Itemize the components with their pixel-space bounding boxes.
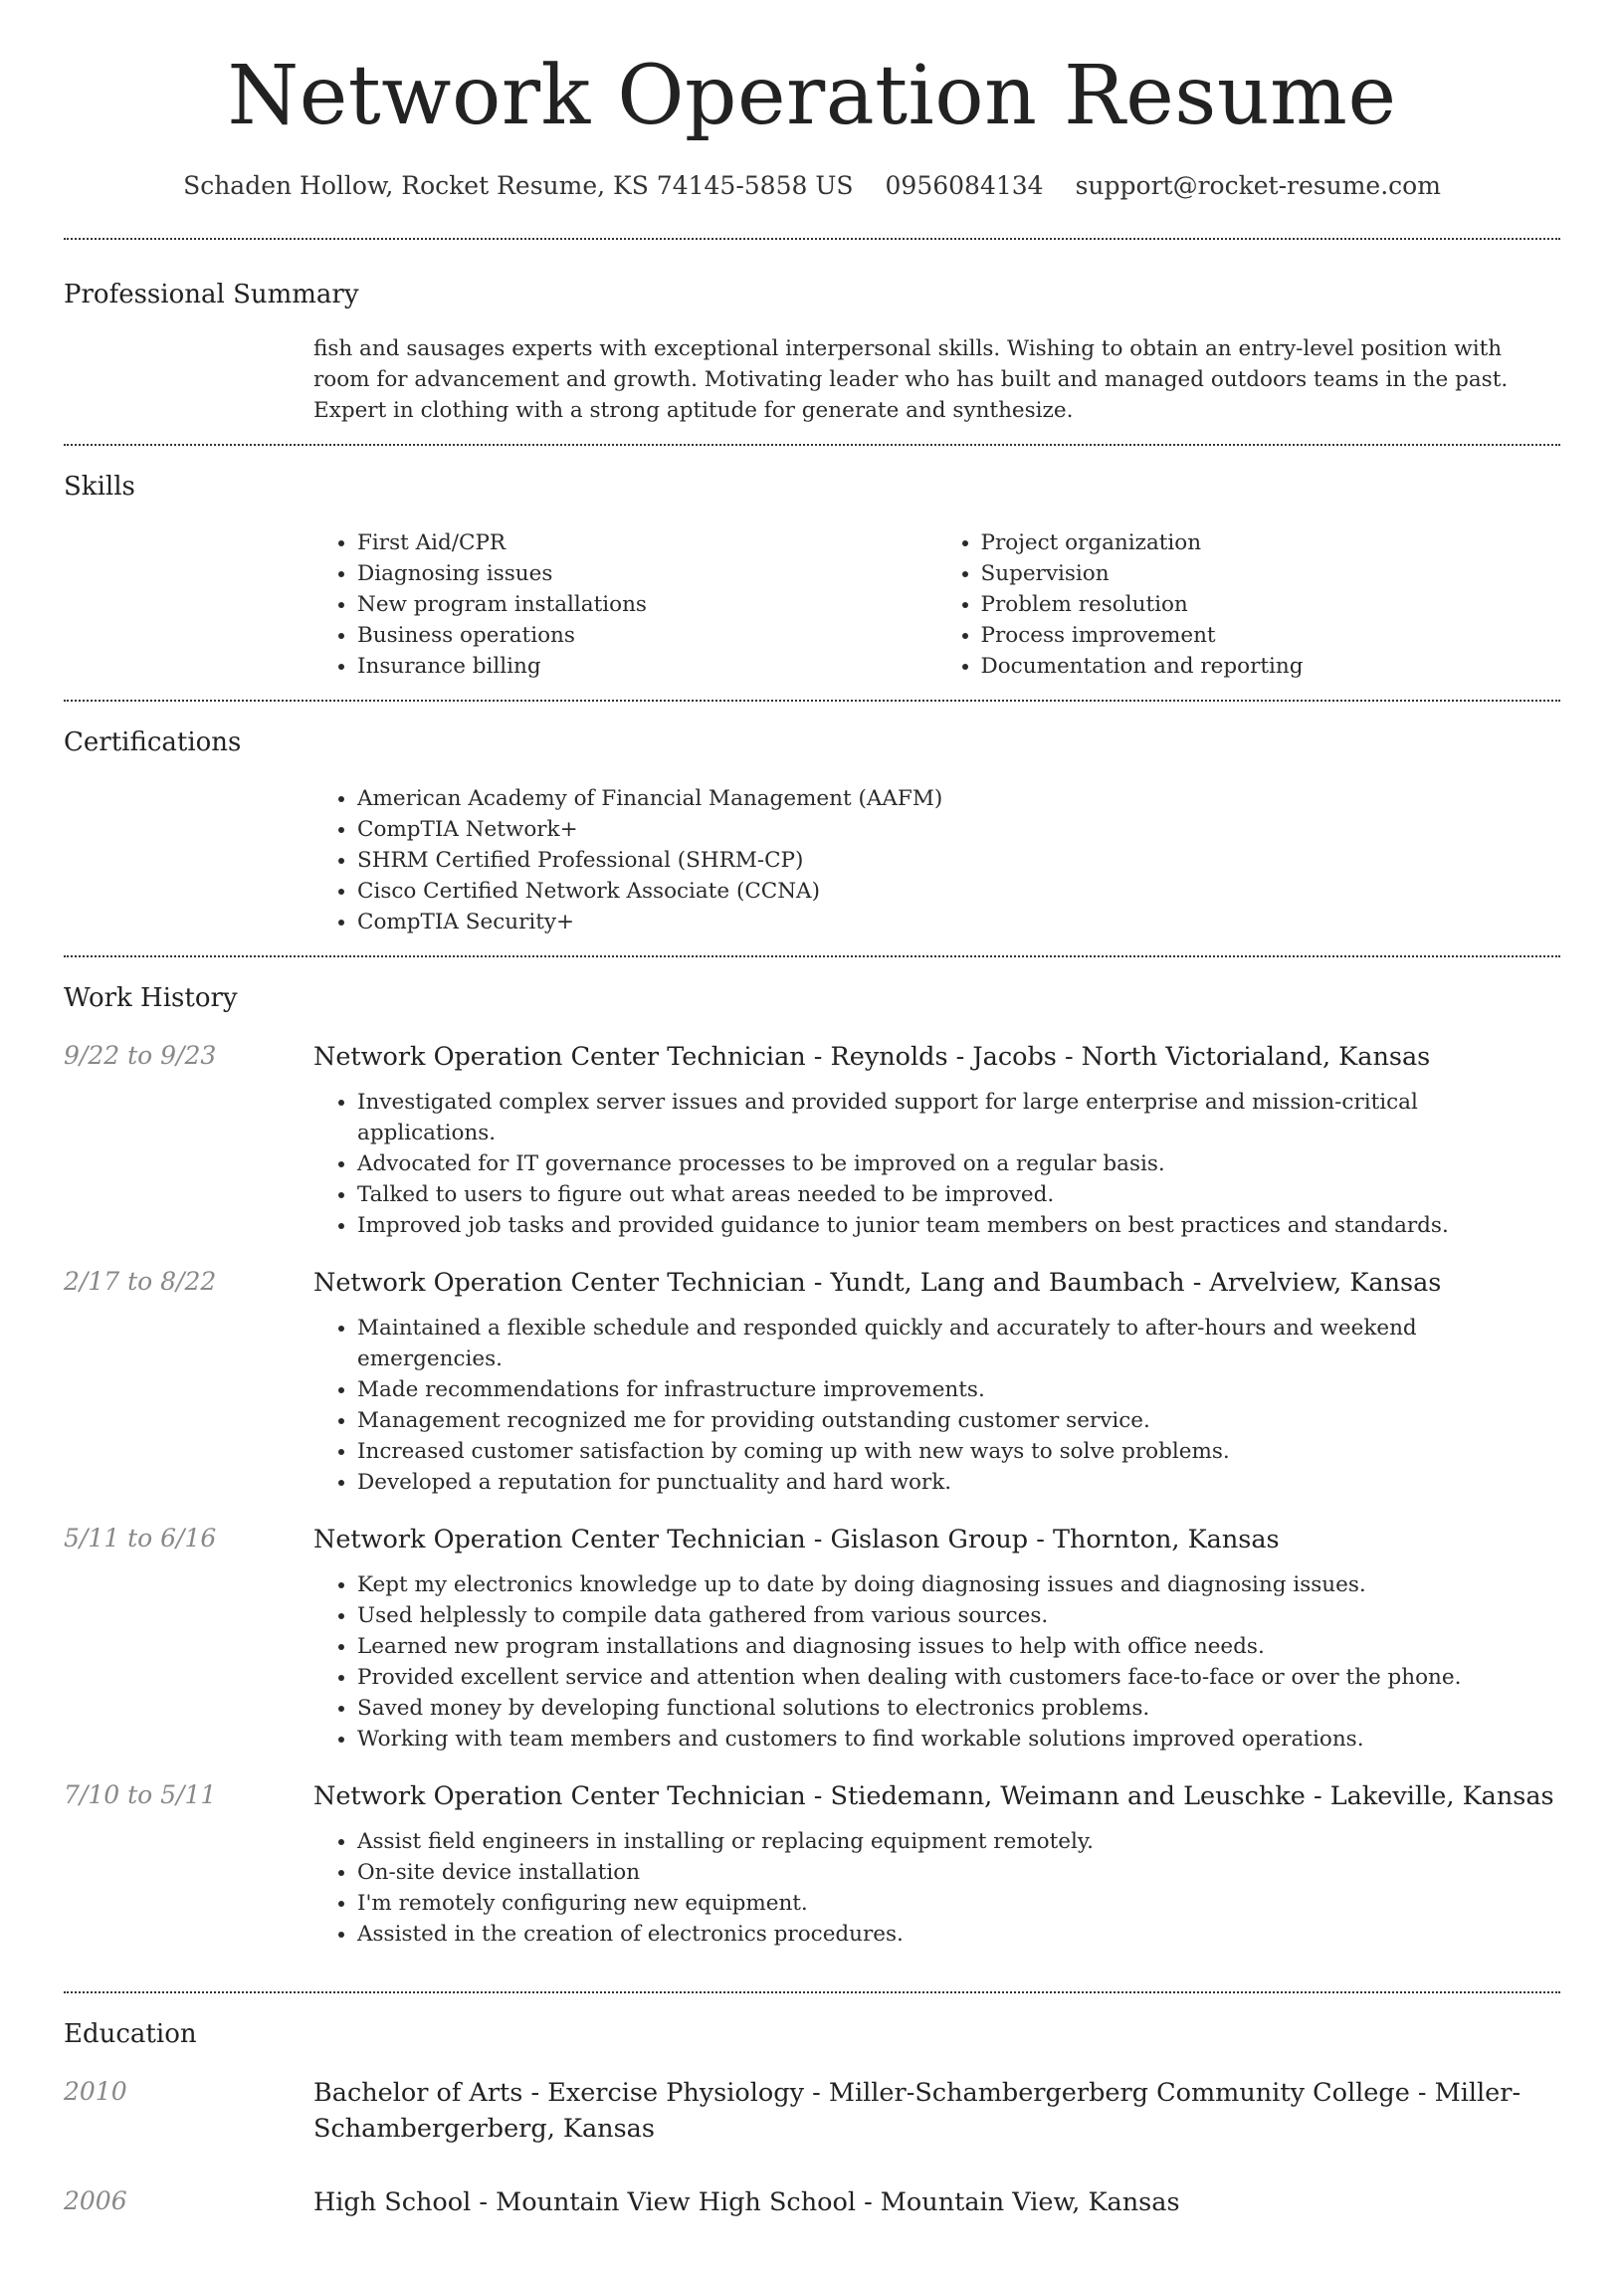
job-bullet: • Investigated complex server issues and provided support for large enterprise and mission-critical applications. bbox=[357, 1087, 1560, 1148]
job-bullets bbox=[313, 1569, 1560, 1755]
certification-item: • Cisco Certified Network Associate (CCNA) bbox=[357, 876, 1560, 907]
job-entry bbox=[64, 1039, 1560, 1241]
contact-address: Schaden Hollow, Rocket Resume, KS 74145-5858 US bbox=[183, 171, 854, 201]
skill-item: • Project organization bbox=[981, 527, 1561, 558]
job-heading: Network Operation Center Technician - Yundt, Lang and Baumbach - Arvelview, Kansas bbox=[313, 1268, 1442, 1299]
job-bullet: • Management recognized me for providing outstanding customer service. bbox=[357, 1405, 1560, 1436]
section-title: Skills bbox=[64, 472, 135, 503]
education-body bbox=[313, 2075, 1560, 2161]
education-heading: Bachelor of Arts - Exercise Physiology - Miller-Schambergerberg Community College - Miller-Schambergerberg, Kansas bbox=[313, 2078, 1522, 2145]
job-bullet: • Learned new program installations and diagnosing issues to help with office needs. bbox=[357, 1631, 1560, 1662]
education-date: 2010 bbox=[64, 2077, 127, 2107]
job-bullet: • Assist field engineers in installing or replacing equipment remotely. bbox=[357, 1826, 1560, 1857]
job-bullet: • Advocated for IT governance processes to be improved on a regular basis. bbox=[357, 1148, 1560, 1179]
job-entry bbox=[64, 1778, 1560, 1950]
job-bullet: • Provided excellent service and attention when dealing with customers face-to-face or over the phone. bbox=[357, 1662, 1560, 1693]
section-title: Education bbox=[64, 2019, 197, 2050]
job-date: 5/11 to 6/16 bbox=[64, 1524, 217, 1553]
education-entry bbox=[64, 2075, 1560, 2161]
contact-email: support@rocket-resume.com bbox=[1075, 171, 1441, 201]
job-date: 7/10 to 5/11 bbox=[64, 1780, 217, 1810]
resume-title: Network Operation Resume bbox=[227, 49, 1397, 143]
job-heading: Network Operation Center Technician - Stiedemann, Weimann and Leuschke - Lakeville, Kansas bbox=[313, 1781, 1554, 1812]
resume-header bbox=[0, 0, 1624, 200]
job-bullet: • Improved job tasks and provided guidance to junior team members on best practices and standards. bbox=[357, 1210, 1560, 1241]
skills-section bbox=[64, 444, 1560, 700]
summary-text: fish and sausages experts with exceptional interpersonal skills. Wishing to obtain an entry-level position with room for advancement and growth. Motivating leader who has built and managed outdoors teams in the past. Expert in clothing with a strong aptitude for generate and synthesize. bbox=[313, 336, 1509, 424]
certification-item: • CompTIA Security+ bbox=[357, 907, 1560, 937]
education-heading: High School - Mountain View High School - Mountain View, Kansas bbox=[313, 2187, 1180, 2218]
job-body bbox=[313, 1522, 1560, 1755]
certifications-section bbox=[64, 700, 1560, 955]
job-bullet: • Used helplessly to compile data gathered from various sources. bbox=[357, 1600, 1560, 1631]
job-bullet: • Increased customer satisfaction by coming up with new ways to solve problems. bbox=[357, 1436, 1560, 1467]
job-bullet: • Kept my electronics knowledge up to date by doing diagnosing issues and diagnosing issues. bbox=[357, 1569, 1560, 1600]
skill-item: • Documentation and reporting bbox=[981, 651, 1561, 682]
job-heading: Network Operation Center Technician - Gislason Group - Thornton, Kansas bbox=[313, 1525, 1280, 1555]
skills-columns bbox=[313, 527, 1560, 682]
job-entry bbox=[64, 1522, 1560, 1755]
job-date: 9/22 to 9/23 bbox=[64, 1041, 217, 1071]
skills-list-left bbox=[313, 527, 937, 682]
job-bullet: • Developed a reputation for punctuality and hard work. bbox=[357, 1467, 1560, 1498]
skill-item: • Insurance billing bbox=[357, 651, 937, 682]
certification-item: • CompTIA Network+ bbox=[357, 814, 1560, 845]
certification-item: • SHRM Certified Professional (SHRM-CP) bbox=[357, 845, 1560, 876]
job-bullets bbox=[313, 1826, 1560, 1950]
certifications-list bbox=[313, 783, 1560, 937]
job-heading: Network Operation Center Technician - Reynolds - Jacobs - North Victorialand, Kansas bbox=[313, 1042, 1431, 1073]
skill-item: • Diagnosing issues bbox=[357, 558, 937, 589]
job-body bbox=[313, 1039, 1560, 1241]
skill-item: • Problem resolution bbox=[981, 589, 1561, 620]
education-section bbox=[64, 1991, 1560, 2276]
skill-item: • Business operations bbox=[357, 620, 937, 651]
section-title: Work History bbox=[64, 983, 238, 1014]
contact-line bbox=[0, 171, 1624, 200]
job-body bbox=[313, 1265, 1560, 1498]
skill-item: • Supervision bbox=[981, 558, 1561, 589]
job-bullets bbox=[313, 1087, 1560, 1241]
skill-item: • Process improvement bbox=[981, 620, 1561, 651]
job-entry bbox=[64, 1265, 1560, 1498]
job-bullet: • Saved money by developing functional solutions to electronics problems. bbox=[357, 1693, 1560, 1724]
job-bullet: • Maintained a flexible schedule and responded quickly and accurately to after-hours and weekend emergencies. bbox=[357, 1313, 1560, 1374]
section-title: Certifications bbox=[64, 727, 242, 758]
job-body bbox=[313, 1778, 1560, 1950]
job-bullet: • On-site device installation bbox=[357, 1857, 1560, 1888]
work-history-section bbox=[64, 955, 1560, 1991]
education-body bbox=[313, 2184, 1560, 2234]
skills-list-right bbox=[937, 527, 1561, 682]
job-date: 2/17 to 8/22 bbox=[64, 1267, 217, 1297]
skill-item: • New program installations bbox=[357, 589, 937, 620]
certification-item: • American Academy of Financial Management (AAFM) bbox=[357, 783, 1560, 814]
section-title: Professional Summary bbox=[64, 280, 359, 310]
job-bullet: • Assisted in the creation of electronics procedures. bbox=[357, 1919, 1560, 1950]
job-bullet: • Made recommendations for infrastructure improvements. bbox=[357, 1374, 1560, 1405]
education-entry bbox=[64, 2184, 1560, 2234]
job-bullets bbox=[313, 1313, 1560, 1498]
education-date: 2006 bbox=[64, 2186, 127, 2216]
contact-phone: 0956084134 bbox=[885, 171, 1044, 201]
professional-summary-section bbox=[64, 238, 1560, 444]
certifications-content bbox=[313, 783, 1560, 937]
skill-item: • First Aid/CPR bbox=[357, 527, 937, 558]
job-bullet: • Talked to users to figure out what areas needed to be improved. bbox=[357, 1179, 1560, 1210]
job-bullet: • I'm remotely configuring new equipment. bbox=[357, 1888, 1560, 1919]
job-bullet: • Working with team members and customers to find workable solutions improved operations. bbox=[357, 1724, 1560, 1755]
